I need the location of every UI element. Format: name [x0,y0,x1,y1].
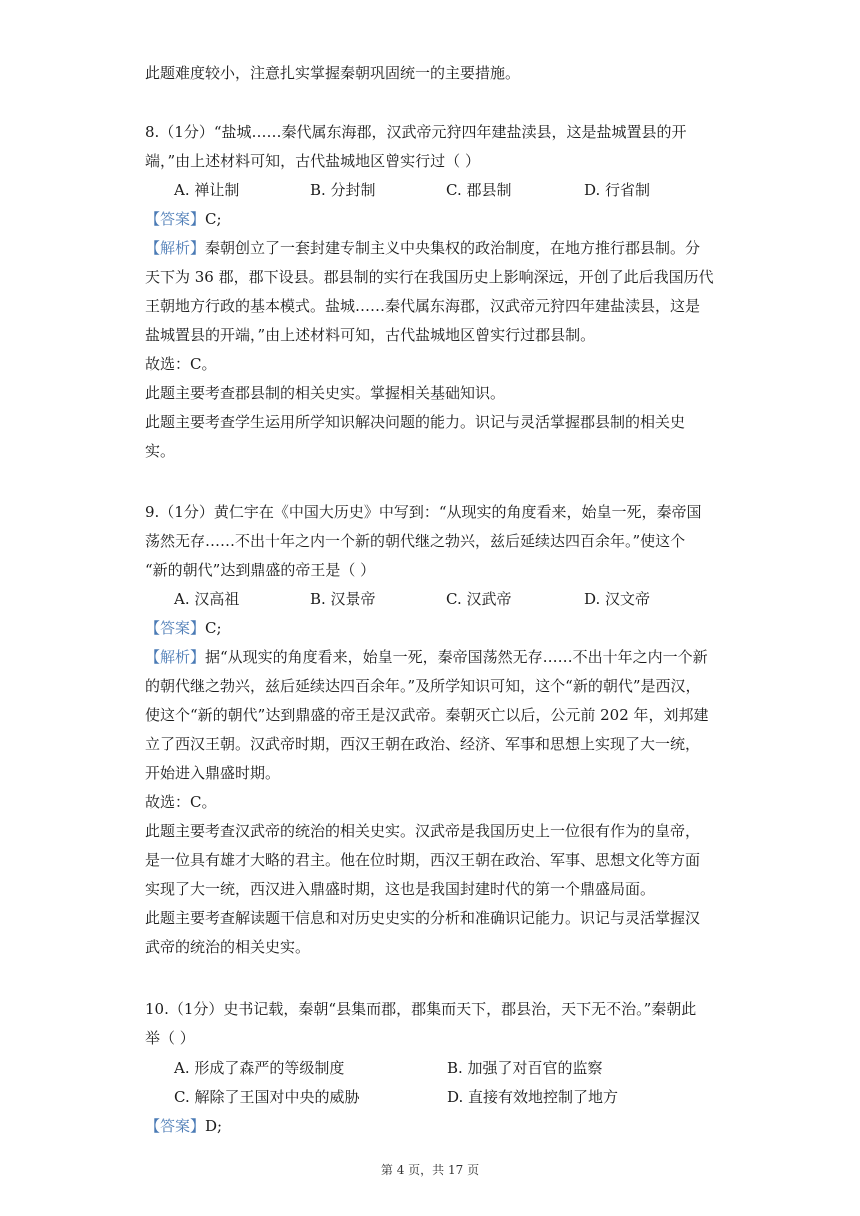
q10-option-b: B. 加强了对百官的监察 [447,1059,603,1077]
analysis-tag: 【解析】 [145,648,206,666]
q9-option-c: C. 汉武帝 [446,590,512,608]
q8-analysis-line-2: 天下为 36 郡，郡下设县。郡县制的实行在我国历史上影响深远，开创了此后我国历代 [145,268,714,286]
q10-stem-line-1: 10.（1分）史书记载，秦朝“县集而郡，郡集而天下，郡县治，天下无不治。”秦朝此 [145,1000,697,1018]
q9-choose: 故选：C。 [145,793,217,811]
q9-note-line-2: 是一位具有雄才大略的君主。他在位时期，西汉王朝在政治、军事、思想文化等方面 [145,851,701,869]
answer-tag: 【答案】 [145,210,206,228]
q9-stem-line-3: “新的朝代”达到鼎盛的帝王是（ ） [145,561,376,579]
q8-choose: 故选：C。 [145,355,217,373]
q9-note-line-3: 实现了大一统，西汉进入鼎盛时期，这也是我国封建时代的第一个鼎盛局面。 [145,880,656,898]
q10-answer-line [145,1116,222,1136]
q10-option-a: A. 形成了森严的等级制度 [174,1059,345,1077]
q9-option-d: D. 汉文帝 [584,590,651,608]
analysis-tag: 【解析】 [145,239,206,257]
q9-stem-line-1: 9.（1分）黄仁宇在《中国大历史》中写到：“从现实的角度看来，始皇一死，秦帝国 [145,503,702,521]
q8-note-line-2: 此题主要考查学生运用所学知识解决问题的能力。识记与灵活掌握郡县制的相关史 [145,413,686,431]
q9-option-a: A. 汉高祖 [174,590,240,608]
q9-option-b: B. 汉景帝 [310,590,376,608]
q9-analysis-line-3: 使这个“新的朝代”达到鼎盛的帝王是汉武帝。秦朝灭亡以后，公元前 202 年，刘邦建 [145,706,709,724]
q10-option-d: D. 直接有效地控制了地方 [447,1088,619,1106]
q8-analysis-line-3: 王朝地方行政的基本模式。盐城……秦代属东海郡，汉武帝元狩四年建盐渎县，这是 [145,297,701,315]
q10-option-c: C. 解除了王国对中央的威胁 [174,1088,360,1106]
q8-answer: C; [205,210,222,228]
q10-stem-line-2: 举（ ） [145,1029,195,1047]
intro-text: 此题难度较小，注意扎实掌握秦朝巩固统一的主要措施。 [145,64,521,82]
answer-tag: 【答案】 [145,619,206,637]
q9-note-line-4: 此题主要考查解读题干信息和对历史史实的分析和准确识记能力。识记与灵活掌握汉 [145,909,701,927]
q8-analysis-line-1 [145,238,700,258]
q9-analysis-line-1 [145,647,708,667]
q9-analysis-line-4: 立了西汉王朝。汉武帝时期，西汉王朝在政治、经济、军事和思想上实现了大一统， [145,735,701,753]
q8-option-d: D. 行省制 [584,181,651,199]
q8-analysis-line-4: 盐城置县的开端，”由上述材料可知，古代盐城地区曾实行过郡县制。 [145,326,596,344]
q8-analysis-text-1: 秦朝创立了一套封建专制主义中央集权的政治制度，在地方推行郡县制。分 [205,239,701,257]
q9-analysis-line-5: 开始进入鼎盛时期。 [145,764,281,782]
q8-stem-line-2: 端，”由上述材料可知，古代盐城地区曾实行过（ ） [145,152,480,170]
q8-note-line-3: 实。 [145,442,176,460]
q8-option-b: B. 分封制 [310,181,376,199]
q8-option-a: A. 禅让制 [174,181,240,199]
q10-answer: D; [205,1117,223,1135]
q8-stem-line-1: 8.（1分）“盐城……秦代属东海郡，汉武帝元狩四年建盐渎县，这是盐城置县的开 [145,123,687,141]
q9-analysis-line-2: 的朝代继之勃兴，兹后延续达四百余年。”及所学知识可知，这个“新的朝代”是西汉， [145,677,701,695]
q9-analysis-text-1: 据“从现实的角度看来，始皇一死，秦帝国荡然无存……不出十年之内一个新 [205,648,708,666]
q9-note-line-1: 此题主要考查汉武帝的统治的相关史实。汉武帝是我国历史上一位很有作为的皇帝， [145,822,701,840]
q8-answer-line [145,209,222,229]
q9-stem-line-2: 荡然无存……不出十年之内一个新的朝代继之勃兴，兹后延续达四百余年。”使这个 [145,532,686,550]
page-footer: 第 4 页，共 17 页 [380,1163,480,1177]
q9-note-line-5: 武帝的统治的相关史实。 [145,938,311,956]
q8-option-c: C. 郡县制 [446,181,512,199]
q8-note-line-1: 此题主要考查郡县制的相关史实。掌握相关基础知识。 [145,384,506,402]
answer-tag: 【答案】 [145,1117,206,1135]
q9-answer-line [145,618,222,638]
q9-answer: C; [205,619,222,637]
